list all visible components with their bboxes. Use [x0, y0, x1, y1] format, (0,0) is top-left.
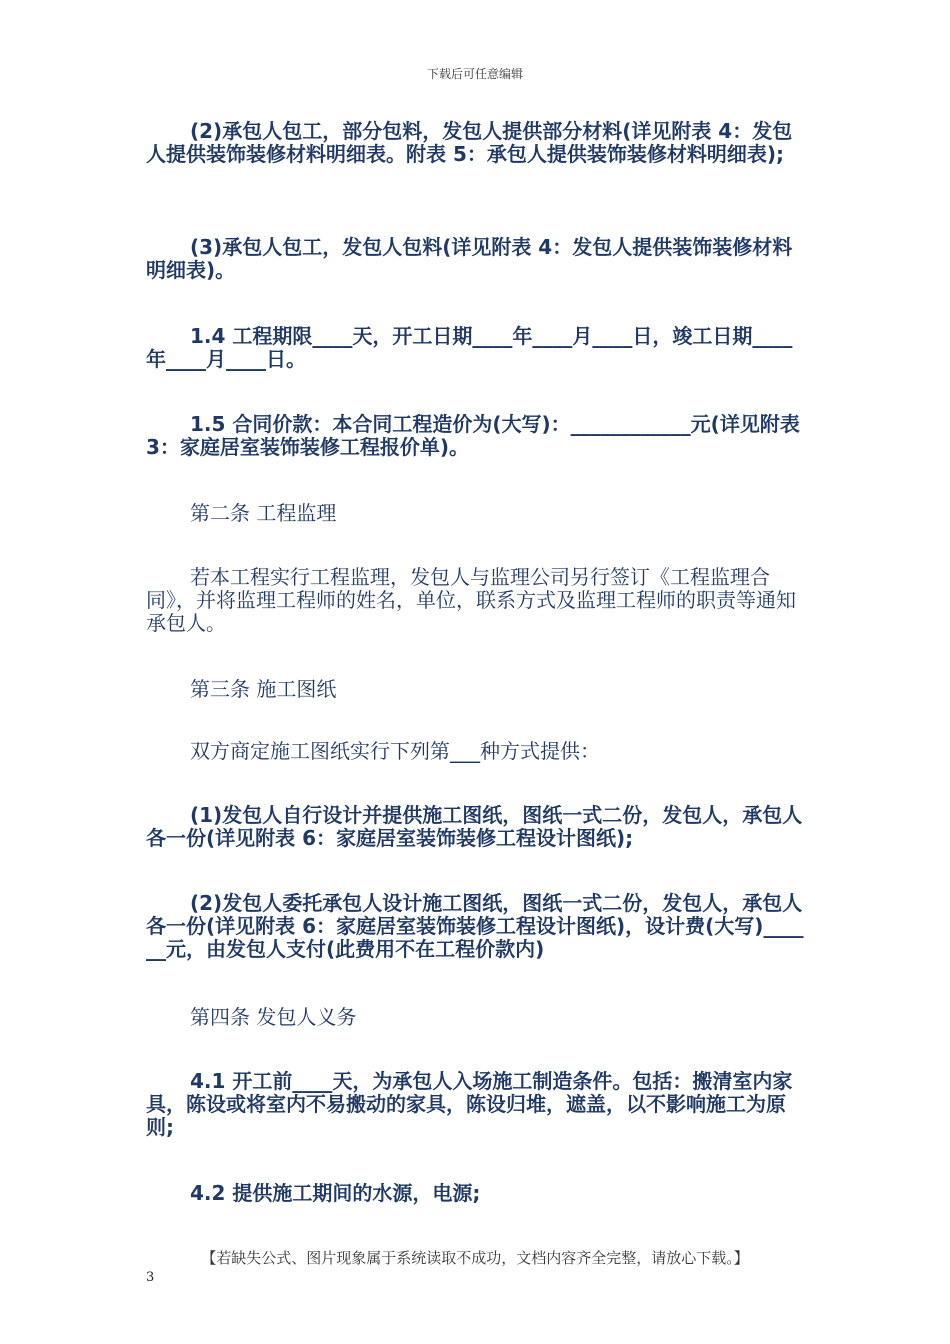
- page-number: 3: [146, 1270, 155, 1285]
- section-heading-2: 第二条 工程监理: [190, 501, 337, 525]
- paragraph-7: (1)发包人自行设计并提供施工图纸，图纸一式二份，发包人，承包人各一份(详见附表 6：家庭居室装饰装修工程设计图纸);: [146, 803, 803, 850]
- paragraph-10: 4.2 提供施工期间的水源，电源;: [190, 1181, 481, 1205]
- paragraph-2: (3)承包人包工，发包人包料(详见附表 4：发包人提供装饰装修材料明细表)。: [146, 235, 793, 282]
- paragraph-3: 1.4 工程期限____天，开工日期____年____月____日，竣工日期____年____月____日。: [146, 324, 793, 371]
- header-note: 下载后可任意编辑: [426, 67, 523, 81]
- paragraph-4: 1.5 合同价款：本合同工程造价为(大写)：____________元(详见附表 3：家庭居室装饰装修工程报价单)。: [146, 412, 807, 459]
- section-heading-4: 第四条 发包人义务: [190, 1005, 357, 1029]
- paragraph-9: 4.1 开工前____天，为承包人入场施工制造条件。包括：搬清室内家具，陈设或将室内不易搬动的家具，陈设归堆，遮盖，以不影响施工为原则;: [146, 1069, 793, 1139]
- paragraph-5: 若本工程实行工程监理，发包人与监理公司另行签订《工程监理合同》，并将监理工程师的姓名，单位，联系方式及监理工程师的职责等通知承包人。: [146, 565, 796, 635]
- section-heading-3: 第三条 施工图纸: [190, 677, 337, 701]
- paragraph-6: 双方商定施工图纸实行下列第___种方式提供：: [190, 739, 600, 763]
- paragraph-1: (2)承包人包工，部分包料，发包人提供部分材料(详见附表 4：发包人提供装饰装修材料明细表。附表 5：承包人提供装饰装修材料明细表);: [146, 119, 793, 166]
- paragraph-8: (2)发包人委托承包人设计施工图纸，图纸一式二份，发包人，承包人各一份(详见附表 6：家庭居室装饰装修工程设计图纸)，设计费(大写)______元，由发包人支付(此费用不在工程价款内): [146, 891, 804, 961]
- footer-note: 【若缺失公式、图片现象属于系统读取不成功，文档内容齐全完整，请放心下载。】: [201, 1249, 749, 1267]
